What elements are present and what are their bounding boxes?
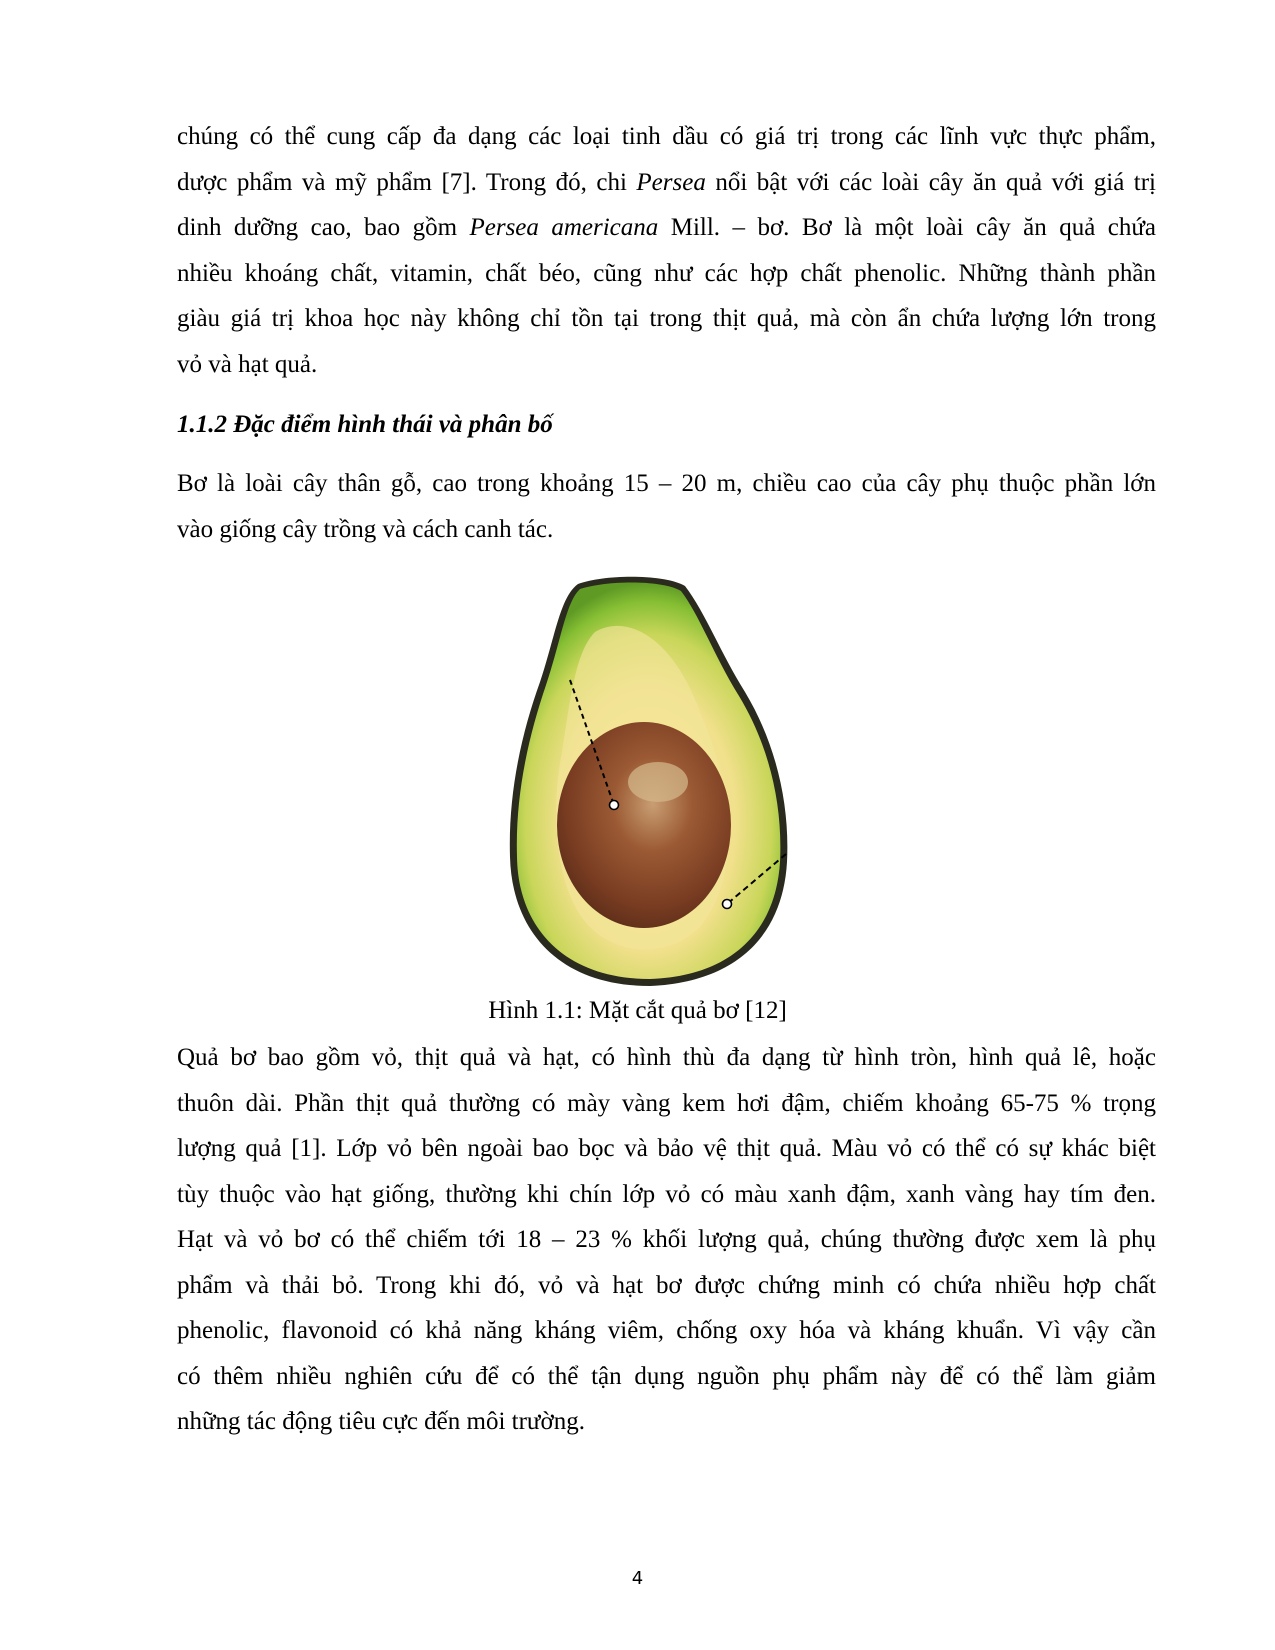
text-line: Bơ là loài cây thân gỗ, cao trong khoảng 15 – 20 m, chiều cao của cây phụ thuộc phần lớn bbox=[177, 470, 1156, 497]
species-name-italic: Persea americana bbox=[469, 214, 659, 241]
text-line: tùy thuộc vào hạt giống, thường khi chín lớp vỏ có màu xanh đậm, xanh vàng hay tím đen. bbox=[177, 1180, 1156, 1208]
text-line: lượng quả [1]. Lớp vỏ bên ngoài bao bọc và bảo vệ thịt quả. Màu vỏ có thể có sự khác biệt bbox=[177, 1135, 1156, 1162]
paragraph-morphology bbox=[177, 461, 1156, 552]
avocado-cross-section-image bbox=[500, 572, 800, 992]
text-line bbox=[177, 160, 1156, 206]
text-line: phẩm và thải bỏ. Trong khi đó, vỏ và hạt bơ được chứng minh có chứa nhiều hợp chất bbox=[177, 1271, 1156, 1299]
paragraph-intro bbox=[177, 114, 1156, 387]
text-line: phenolic, flavonoid có khả năng kháng viêm, chống oxy hóa và kháng khuẩn. Vì vậy cần bbox=[177, 1317, 1156, 1344]
section-heading-block bbox=[177, 402, 1156, 447]
paragraph-fruit-description bbox=[177, 1035, 1156, 1445]
page-number: 4 bbox=[631, 1568, 644, 1589]
text-line: chúng có thể cung cấp đa dạng các loại tinh dầu có giá trị trong các lĩnh vực thực phẩm, bbox=[177, 123, 1156, 150]
text-line: những tác động tiêu cực đến môi trường. bbox=[177, 1408, 585, 1435]
section-heading: 1.1.2 Đặc điểm hình thái và phân bố bbox=[177, 411, 553, 438]
avocado-figure bbox=[500, 572, 800, 992]
text-line: có thêm nhiều nghiên cứu để có thể tận dụng nguồn phụ phẩm này để có thể làm giảm bbox=[177, 1362, 1156, 1390]
text-line bbox=[177, 205, 1156, 251]
text-line: vỏ và hạt quả. bbox=[177, 350, 318, 378]
text-span: dinh dưỡng cao, bao gồm bbox=[177, 214, 470, 241]
text-span: nổi bật với các loài cây ăn quả với giá trị bbox=[705, 168, 1156, 196]
text-line: giàu giá trị khoa học này không chỉ tồn tại trong thịt quả, mà còn ẩn chứa lượng lớn trong bbox=[177, 305, 1156, 332]
species-name-italic: Persea bbox=[636, 168, 706, 196]
figure-caption: Hình 1.1: Mặt cắt quả bơ [12] bbox=[488, 997, 787, 1024]
text-span: dược phẩm và mỹ phẩm [7]. Trong đó, chi bbox=[177, 168, 637, 196]
text-line: Quả bơ bao gồm vỏ, thịt quả và hạt, có hình thù đa dạng từ hình tròn, hình quả lê, hoặc bbox=[177, 1044, 1156, 1071]
text-span: Mill. – bơ. Bơ là một loài cây ăn quả chứa bbox=[658, 214, 1157, 241]
text-line: nhiều khoáng chất, vitamin, chất béo, cũng như các hợp chất phenolic. Những thành phần bbox=[177, 259, 1156, 287]
text-line: vào giống cây trồng và cách canh tác. bbox=[177, 515, 554, 543]
text-line: thuôn dài. Phần thịt quả thường có mày vàng kem hơi đậm, chiếm khoảng 65-75 % trọng bbox=[177, 1089, 1156, 1117]
text-line: Hạt và vỏ bơ có thể chiếm tới 18 – 23 % khối lượng quả, chúng thường được xem là phụ bbox=[177, 1226, 1156, 1253]
